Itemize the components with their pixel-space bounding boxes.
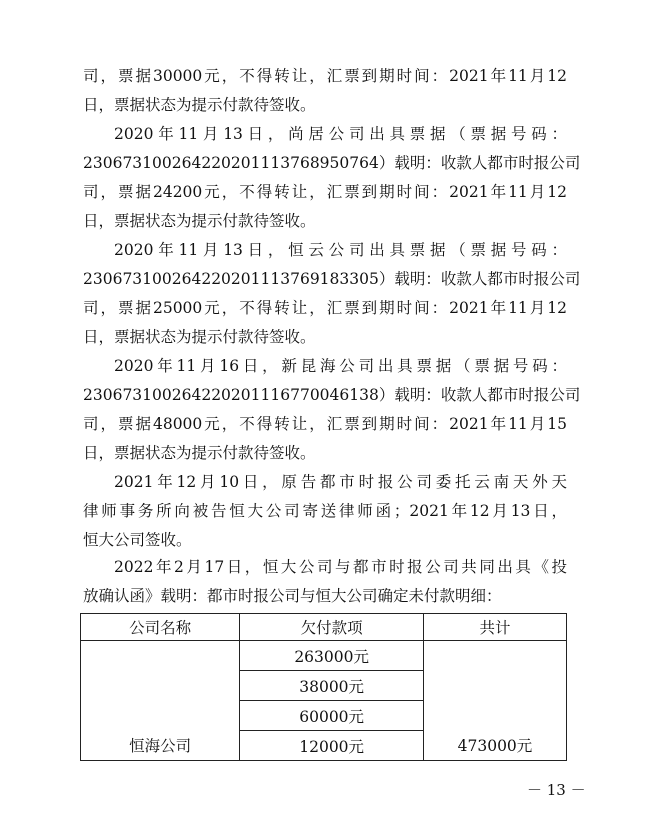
company-cell: 恒海公司 (81, 641, 240, 761)
paragraph-p1 (83, 62, 567, 120)
amount-cell: 60000元 (240, 701, 424, 731)
text-line: 放确认函》载明：都市时报公司与恒大公司确定未付款明细： (83, 587, 502, 605)
table-header-row (81, 614, 567, 641)
table-row (81, 641, 567, 671)
text-line: 日，票据状态为提示付款待签收。 (83, 444, 316, 462)
paragraph-p3 (83, 236, 581, 352)
header-unpaid-amount: 欠付款项 (240, 614, 424, 641)
text-line: 230673100264220201113768950764）载明：收款人都市时报公司 (83, 154, 581, 172)
header-company-name: 公司名称 (81, 614, 240, 641)
amount-cell: 38000元 (240, 671, 424, 701)
text-line: 日，票据状态为提示付款待签收。 (83, 212, 316, 230)
text-line: 2020年11月16日，新昆海公司出具票据（票据号码： (114, 357, 567, 375)
text-line: 日，票据状态为提示付款待签收。 (83, 96, 316, 114)
unpaid-details-table (80, 613, 567, 761)
text-line: 日，票据状态为提示付款待签收。 (83, 328, 316, 346)
text-line: 2020年11月13日，恒云公司出具票据（票据号码： (114, 241, 567, 259)
paragraph-p6 (83, 553, 567, 611)
paragraph-p5 (83, 468, 567, 555)
text-line: 司，票据48000元，不得转让，汇票到期时间：2021年11月15 (83, 415, 567, 433)
text-line: 2021年12月10日，原告都市时报公司委托云南天外天 (114, 473, 567, 491)
text-line: 司，票据30000元，不得转让，汇票到期时间：2021年11月12 (83, 67, 567, 85)
text-line: 230673100264220201116770046138）载明：收款人都市时报公司 (83, 386, 581, 404)
paragraph-p4 (83, 352, 581, 468)
amount-cell: 12000元 (240, 731, 424, 761)
text-line: 2020年11月13日，尚居公司出具票据（票据号码： (114, 125, 567, 143)
paragraph-p2 (83, 120, 581, 236)
amount-cell: 263000元 (240, 641, 424, 671)
page-number: － 13 － (527, 781, 586, 799)
text-line: 230673100264220201113769183305）载明：收款人都市时报公司 (83, 270, 581, 288)
total-cell: 473000元 (423, 641, 566, 761)
text-line: 2022年2月17日，恒大公司与都市时报公司共同出具《投 (114, 558, 567, 576)
text-line: 律师事务所向被告恒大公司寄送律师函；2021年12月13日， (83, 502, 567, 520)
header-total: 共计 (423, 614, 566, 641)
text-line: 司，票据24200元，不得转让，汇票到期时间：2021年11月12 (83, 183, 567, 201)
text-line: 恒大公司签收。 (83, 531, 192, 549)
text-line: 司，票据25000元，不得转让，汇票到期时间：2021年11月12 (83, 299, 567, 317)
